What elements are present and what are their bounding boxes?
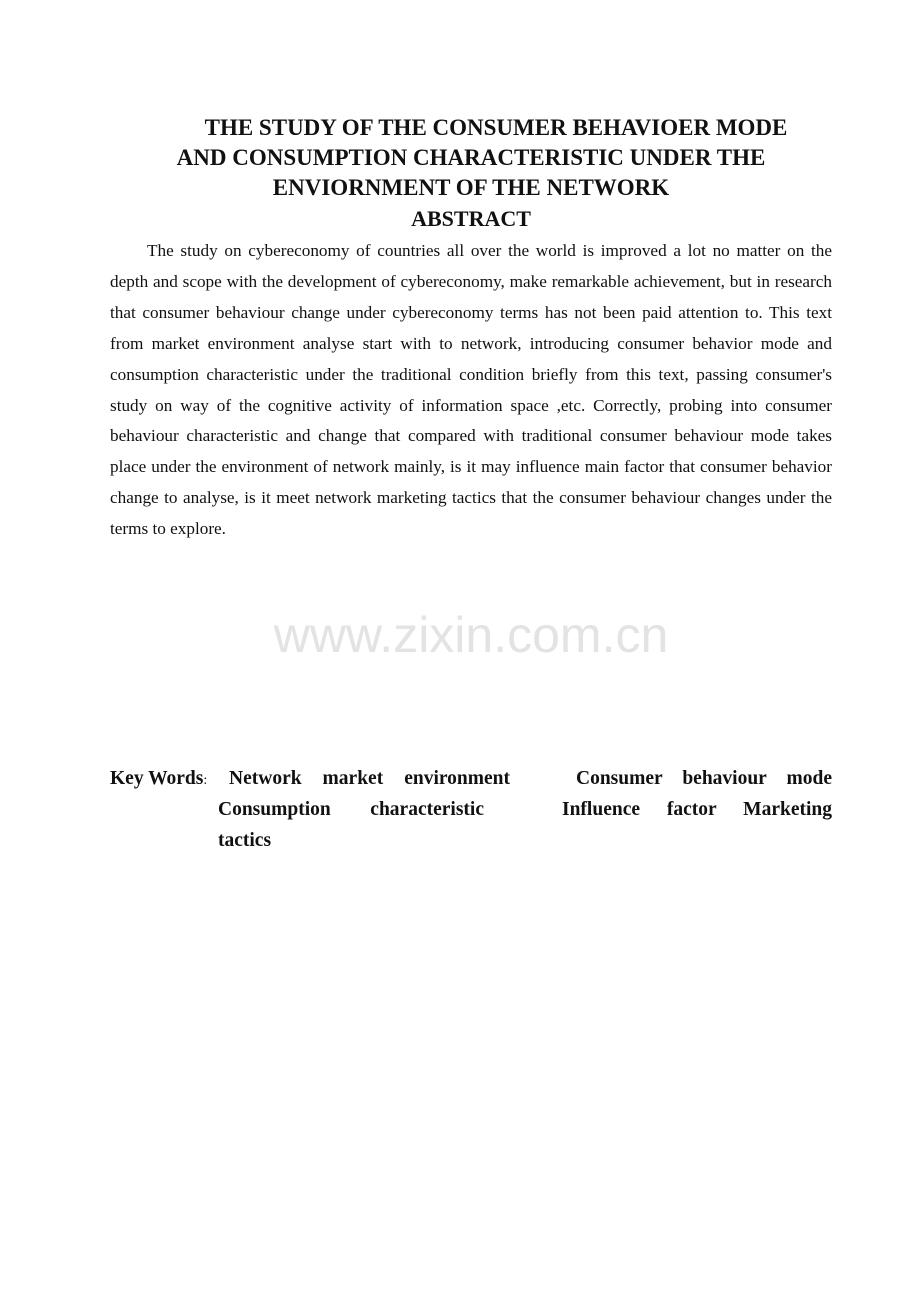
keywords-label-text: Key Words	[110, 768, 204, 789]
document-title	[110, 113, 832, 203]
keywords-row-2	[218, 794, 832, 825]
keywords-colon: :	[203, 773, 208, 788]
title-line-2: AND CONSUMPTION CHARACTERISTIC UNDER THE	[176, 145, 766, 170]
keyword-consumer-behaviour-mode: Consumer behaviour mode	[576, 768, 832, 789]
title-line-3: ENVIORNMENT OF THE NETWORK	[272, 175, 670, 200]
keywords-label	[110, 763, 207, 796]
title-line-1: THE STUDY OF THE CONSUMER BEHAVIOER MODE	[204, 115, 788, 140]
keywords-list	[218, 763, 832, 856]
keyword-tactics: tactics	[218, 830, 272, 851]
keywords-row-3	[218, 825, 832, 856]
abstract-paragraph: The study on cybereconomy of countries all over the world is improved a lot no matter on the depth and scope with the development of cybereconomy, make remarkable achievement, but in research that consumer behaviour change under cybereconomy terms has not been paid attention to. This text from market environment analyse start with to network, introducing consumer behavior mode and consumption characteristic under the traditional condition briefly from this text, passing consumer's study on way of the cognitive activity of information space ,etc. Correctly, probing into consumer behaviour characteristic and change that compared with traditional consumer behaviour mode takes place under the environment of network mainly, is it may influence main factor that consumer behavior change to analyse, is it meet network marketing tactics that the consumer behaviour changes under the terms to explore.	[110, 241, 832, 539]
keyword-network-market-environment: Network market environment	[229, 768, 510, 789]
watermark-text: www.zixin.com.cn	[273, 607, 669, 663]
keyword-influence-factor-marketing: Influence factor Marketing	[562, 799, 832, 820]
keywords-row-1	[218, 763, 832, 794]
keyword-consumption-characteristic: Consumption characteristic	[218, 799, 484, 820]
abstract-heading: ABSTRACT	[411, 206, 531, 231]
